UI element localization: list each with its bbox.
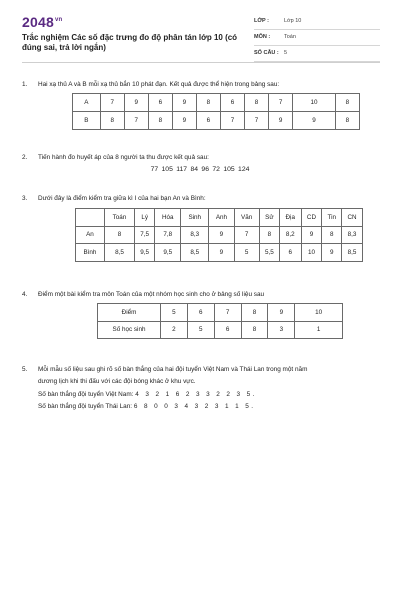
table-cell: 6 — [214, 321, 241, 339]
vietnam-goals-values: 4 3 2 1 6 2 3 3 2 2 3 5. — [135, 391, 257, 398]
question-number: 3. — [22, 195, 28, 202]
table-row — [73, 94, 360, 112]
table-cell: 6 — [148, 94, 172, 112]
table-cell: 5 — [161, 304, 188, 322]
meta-subject — [254, 30, 380, 46]
table-cell: 7 — [124, 112, 148, 130]
table-cell: 9,5 — [135, 244, 155, 262]
vietnam-goals-label: Số bàn thắng đội tuyển Việt Nam: — [38, 391, 134, 398]
brand-name: 2048 — [22, 14, 54, 30]
table-cell: 9 — [268, 304, 295, 322]
table-header-cell: Lý — [135, 209, 155, 227]
question-text: dương lịch khi thi đấu với các đội bóng khác ở khu vực. — [38, 378, 196, 385]
table-cell: 8,3 — [181, 226, 209, 244]
table-cell: 2 — [161, 321, 188, 339]
table-header-cell: CN — [342, 209, 363, 227]
table-cell: Điểm — [98, 304, 161, 322]
table-cell: 8 — [196, 94, 220, 112]
table-cell: Bình — [76, 244, 105, 262]
score-frequency-table — [97, 303, 343, 339]
table-cell: 10 — [293, 94, 336, 112]
meta-count-value: 5 — [284, 50, 288, 56]
table-row — [76, 244, 363, 262]
table-header-cell: Địa — [279, 209, 301, 227]
table-cell: B — [73, 112, 101, 130]
table-cell: 6 — [279, 244, 301, 262]
table-cell: 5 — [187, 321, 214, 339]
meta-class-value: Lớp 10 — [284, 18, 302, 24]
table-cell: 6 — [196, 112, 220, 130]
table-cell: Số học sinh — [98, 321, 161, 339]
table-cell: 7,5 — [135, 226, 155, 244]
header-divider — [22, 62, 380, 63]
question-number: 2. — [22, 154, 28, 161]
table-cell: 9 — [269, 112, 293, 130]
question-number: 1. — [22, 81, 28, 88]
table-cell: 5,5 — [259, 244, 279, 262]
table-cell: 8 — [100, 112, 124, 130]
table-cell: 10 — [295, 304, 343, 322]
table-cell: 7 — [214, 304, 241, 322]
table-header-cell: Sử — [259, 209, 279, 227]
table-header-cell: Văn — [234, 209, 259, 227]
table-header-cell — [76, 209, 105, 227]
table-cell: 3 — [268, 321, 295, 339]
question-text: Mỗi mẫu số liệu sau ghi rõ số bàn thắng của hai đội tuyển Việt Nam và Thái Lan trong một năm — [38, 366, 308, 373]
table-row — [73, 112, 360, 130]
table-cell: 7 — [245, 112, 269, 130]
table-cell: 8,5 — [104, 244, 134, 262]
table-cell: 9 — [293, 112, 336, 130]
table-cell: 8 — [335, 94, 359, 112]
table-cell: 9 — [172, 94, 196, 112]
table-row — [98, 321, 343, 339]
table-row — [98, 304, 343, 322]
table-cell: 5 — [234, 244, 259, 262]
brand-logo[interactable] — [22, 14, 62, 30]
meta-info — [254, 14, 380, 62]
table-row — [76, 226, 363, 244]
worksheet-title: Trắc nghiệm Các số đặc trưng đo độ phân tán lớp 10 (có đúng sai, trả lời ngắn) — [22, 33, 238, 52]
thailand-goals-values: 6 8 0 0 3 4 3 2 3 1 1 5. — [133, 403, 256, 410]
table-header-cell: Hóa — [155, 209, 181, 227]
table-cell: 8 — [148, 112, 172, 130]
table-header-cell: CD — [301, 209, 322, 227]
table-cell: 9 — [322, 244, 342, 262]
table-cell: 8,2 — [279, 226, 301, 244]
meta-count — [254, 46, 380, 62]
table-cell: 8 — [259, 226, 279, 244]
table-cell: 9 — [301, 226, 322, 244]
meta-subject-value: Toán — [284, 34, 296, 40]
meta-subject-label: MÔN : — [254, 34, 271, 40]
table-cell: 1 — [295, 321, 343, 339]
table-header-cell: Anh — [209, 209, 234, 227]
table-header-row — [76, 209, 363, 227]
meta-count-label: SỐ CÂU : — [254, 50, 279, 56]
table-cell: 9 — [172, 112, 196, 130]
blood-pressure-values: 77 105 117 84 96 72 105 124 — [150, 166, 250, 173]
table-cell: 9 — [124, 94, 148, 112]
table-cell: 8 — [241, 321, 268, 339]
question-text: Điểm một bài kiểm tra môn Toán của một nhóm học sinh cho ở bảng số liệu sau — [38, 291, 265, 298]
table-cell: 8 — [335, 112, 359, 130]
table-header-cell: Sinh — [181, 209, 209, 227]
table-cell: 8,5 — [181, 244, 209, 262]
table-cell: 8 — [104, 226, 134, 244]
shooter-table — [72, 93, 360, 130]
question-text: Hai xạ thủ A và B mỗi xạ thủ bắn 10 phát đạn. Kết quả được thể hiện trong bảng sau: — [38, 81, 280, 88]
table-cell: 9 — [209, 226, 234, 244]
table-cell: An — [76, 226, 105, 244]
table-header-cell: Toán — [104, 209, 134, 227]
question-number: 4. — [22, 291, 28, 298]
table-cell: 9 — [209, 244, 234, 262]
table-cell: 8 — [245, 94, 269, 112]
vietnam-goals-content — [38, 391, 257, 400]
table-cell: 10 — [301, 244, 322, 262]
table-cell: 8,5 — [342, 244, 363, 262]
table-cell: A — [73, 94, 101, 112]
table-cell: 8 — [241, 304, 268, 322]
table-cell: 8 — [322, 226, 342, 244]
table-cell: 7 — [269, 94, 293, 112]
table-cell: 7,8 — [155, 226, 181, 244]
table-cell: 6 — [220, 94, 244, 112]
meta-class-label: LỚP : — [254, 18, 269, 24]
brand-suffix: vn — [54, 17, 63, 24]
question-text: Tiến hành đo huyết áp của 8 người ta thu được kết quả sau: — [38, 154, 209, 161]
grades-table — [75, 208, 363, 262]
thailand-goals-label: Số bàn thắng đội tuyển Thái Lan: — [38, 403, 133, 410]
meta-class — [254, 14, 380, 30]
table-cell: 8,3 — [342, 226, 363, 244]
table-cell: 7 — [100, 94, 124, 112]
question-text: Dưới đây là điểm kiểm tra giữa kì I của hai bạn An và Bình: — [38, 195, 206, 202]
table-header-cell: Tin — [322, 209, 342, 227]
table-cell: 7 — [220, 112, 244, 130]
table-cell: 7 — [234, 226, 259, 244]
table-cell: 6 — [187, 304, 214, 322]
thailand-goals-content — [38, 403, 255, 412]
table-cell: 9,5 — [155, 244, 181, 262]
question-number: 5. — [22, 366, 28, 373]
